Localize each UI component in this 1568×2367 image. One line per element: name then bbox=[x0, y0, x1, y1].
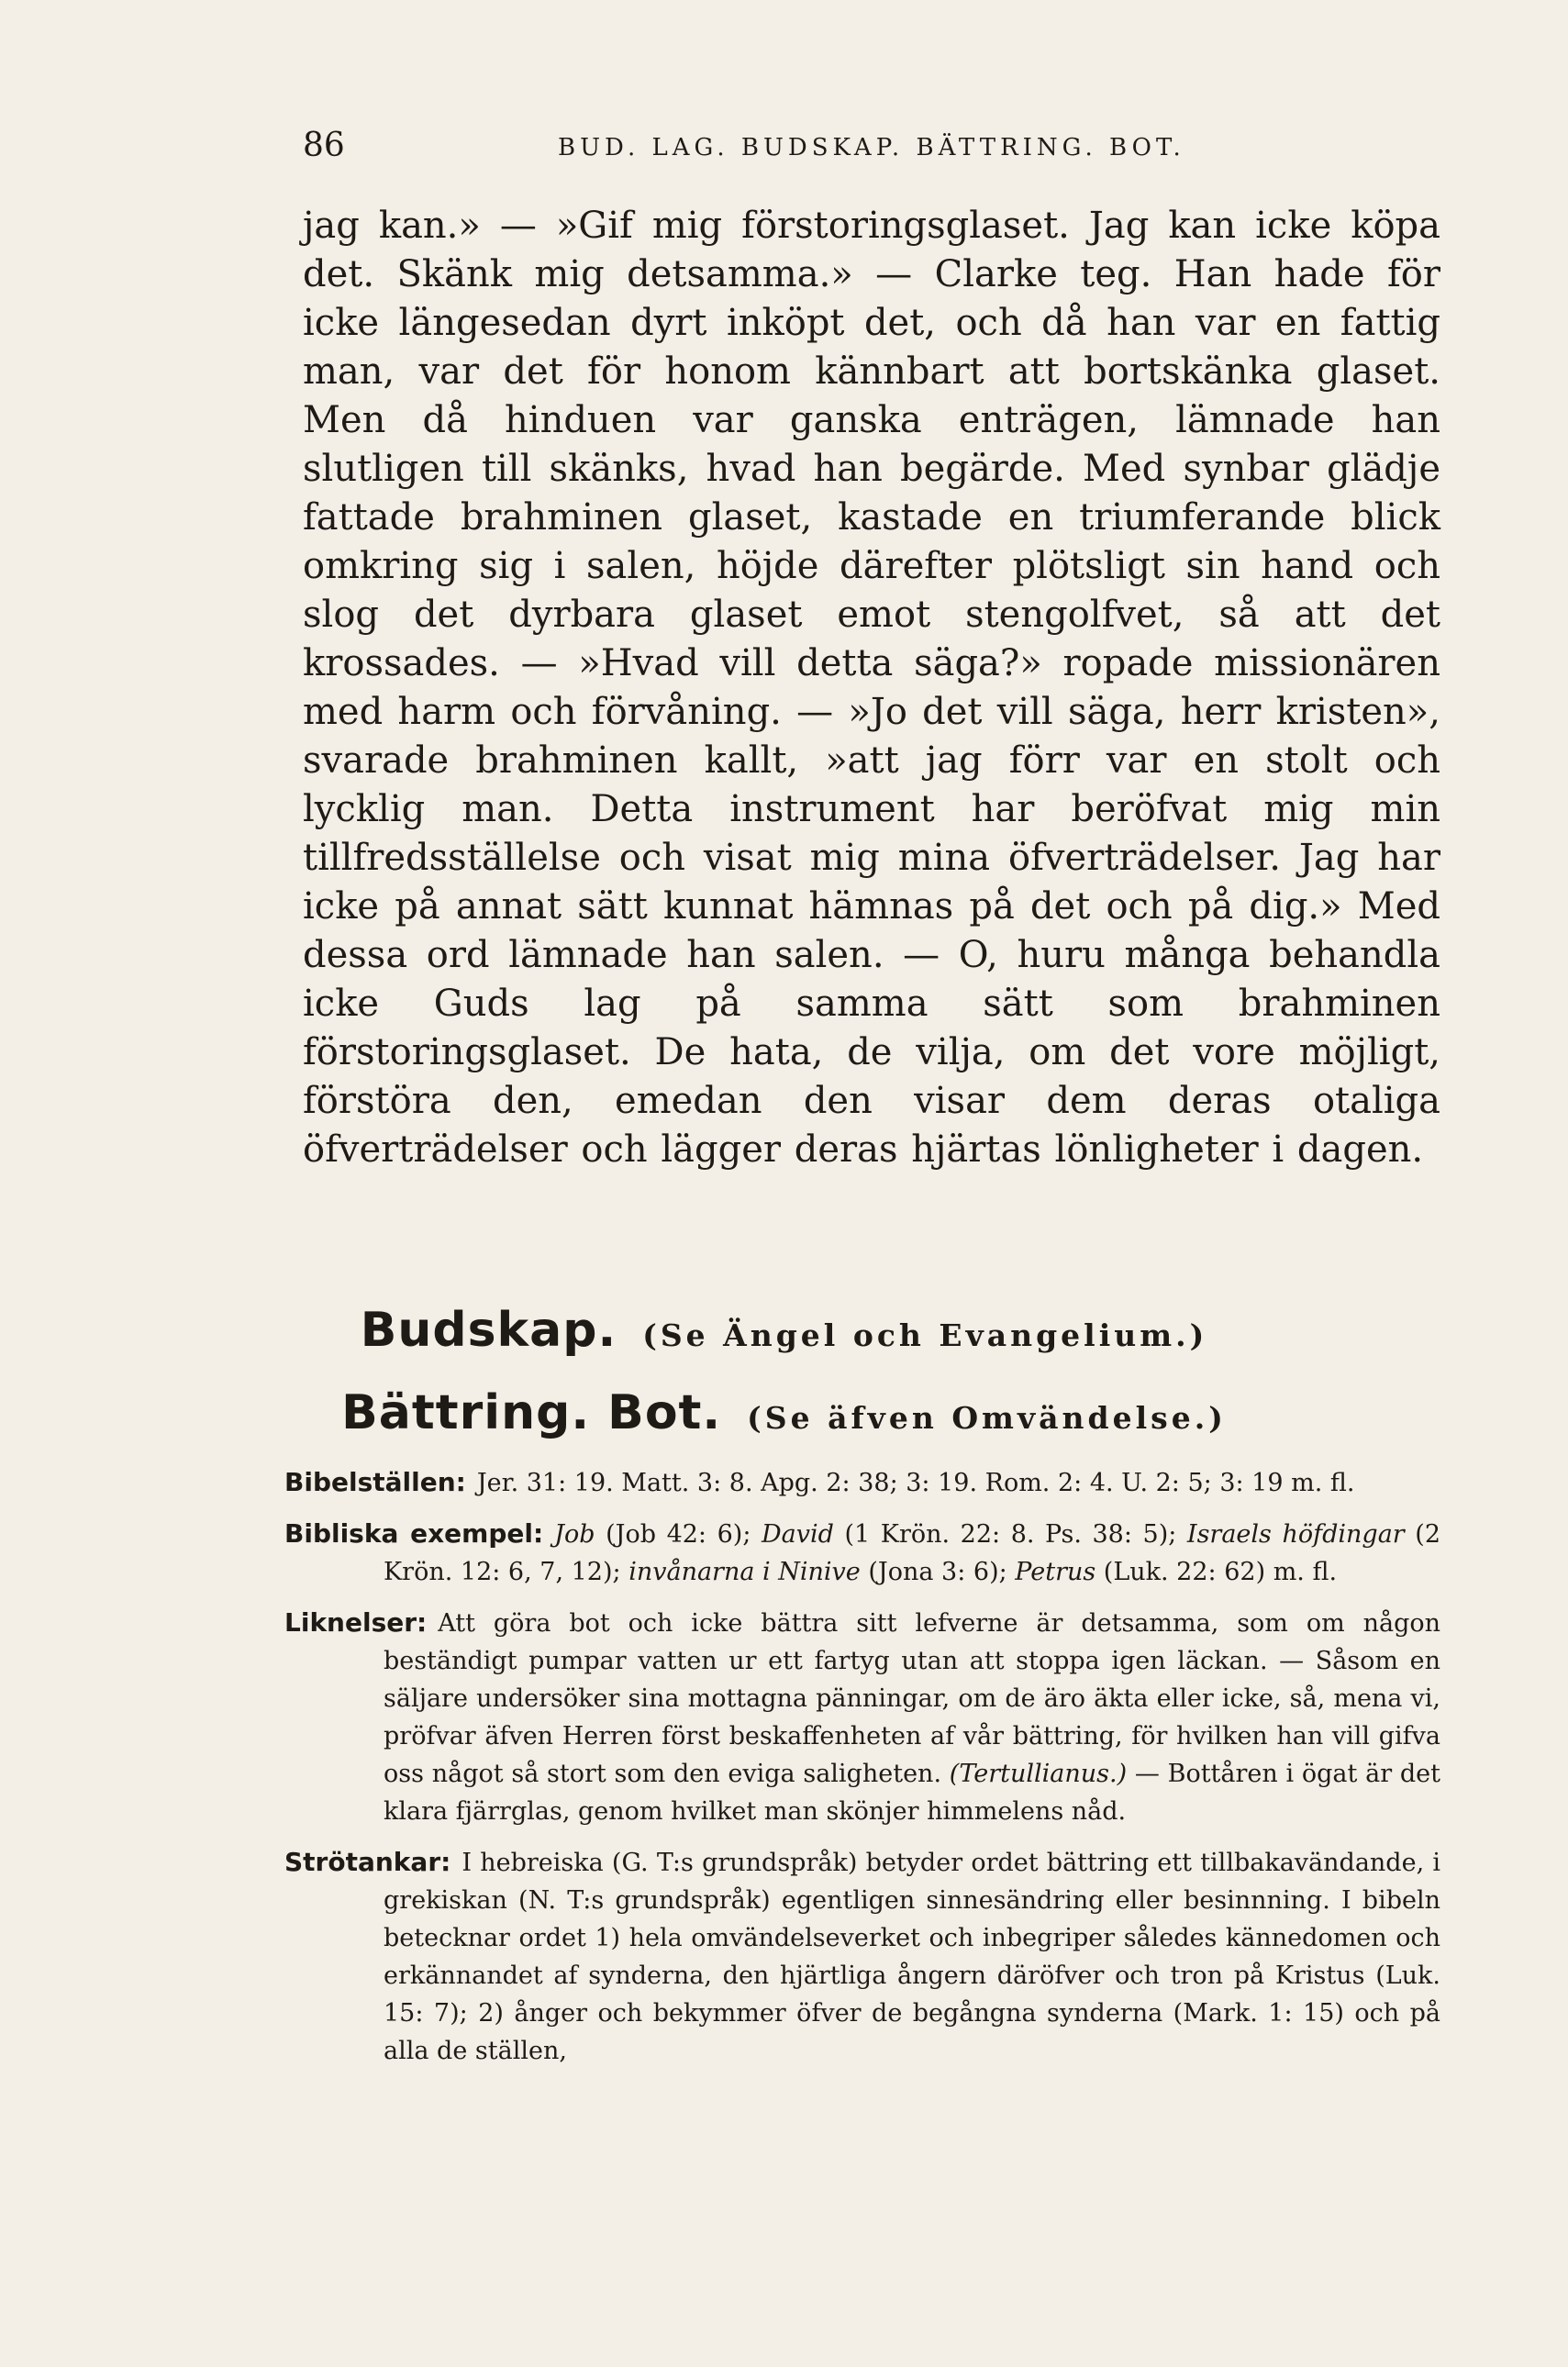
running-head: BUD. LAG. BUDSKAP. BÄTTRING. BOT. bbox=[558, 134, 1185, 161]
entry-label: Bibelställen: bbox=[284, 1467, 466, 1497]
section-cross-reference: (Se Ängel och Evangelium.) bbox=[642, 1317, 1208, 1353]
example-reference: (1 Krön. 22: 8. Ps. 38: 5); bbox=[833, 1520, 1187, 1549]
entry-liknelser bbox=[284, 1604, 1440, 1830]
example-reference: (2 Krön. 12: 6, 7, 12); bbox=[384, 1520, 1441, 1586]
section-cross-reference: (Se äfven Omvändelse.) bbox=[747, 1400, 1227, 1436]
section-heading-budskap bbox=[0, 1303, 1568, 1358]
example-name: Job bbox=[554, 1520, 595, 1549]
example-reference: (Jona 3: 6); bbox=[860, 1558, 1016, 1586]
page-header bbox=[303, 127, 1440, 172]
entry-text: I hebreiska (G. T:s grundspråk) betyder ordet bättring ett tillbakavändande, i grekiskan (N. T:s grundspråk) egentligen sinnesändring eller besinnning. I bibeln betecknar ordet 1) hela omvändelseverket och inbegriper således kännedomen och erkännandet af synderna, den hjärtliga ångern däröfver och tron på Kristus (Luk. 15: 7); 2) ånger och bekymmer öfver de begångna synderna (Mark. 1: 15) och på alla de ställen, bbox=[384, 1849, 1440, 2065]
entry-bibelstallen bbox=[284, 1463, 1440, 1502]
entries-list bbox=[284, 1463, 1440, 2083]
entry-label: Liknelser: bbox=[284, 1607, 428, 1638]
example-reference: (Luk. 22: 62) m. fl. bbox=[1095, 1558, 1338, 1586]
entry-text: Jer. 31: 19. Matt. 3: 8. Apg. 2: 38; 3: 19. Rom. 2: 4. U. 2: 5; 3: 19 m. fl. bbox=[476, 1469, 1355, 1497]
entry-label: Strötankar: bbox=[284, 1847, 451, 1877]
entry-bibliska-exempel bbox=[284, 1515, 1440, 1591]
example-name: Israels höfdingar bbox=[1186, 1520, 1405, 1549]
entry-label: Bibliska exempel: bbox=[284, 1518, 544, 1549]
page-number: 86 bbox=[303, 127, 345, 164]
section-title: Bättring. Bot. bbox=[341, 1385, 722, 1440]
section-heading-battring bbox=[0, 1385, 1568, 1440]
entry-strotankar bbox=[284, 1843, 1440, 2070]
example-reference: (Job 42: 6); bbox=[595, 1520, 762, 1549]
body-paragraph: jag kan.» — »Gif mig förstoringsglaset. Jag kan icke köpa det. Skänk mig detsamma.» — Clarke teg. Han hade för icke längesedan dyrt inköpt det, och då han var en fattig man, var det för honom kännbart att bortskänka glaset. Men då hinduen var ganska enträgen, lämnade han slutligen till skänks, hvad han begärde. Med synbar glädje fattade brahminen glaset, kastade en triumferande blick omkring sig i salen, höjde därefter plötsligt sin hand och slog det dyrbara glaset emot stengolfvet, så att det krossades. — »Hvad vill detta säga?» ropade missionären med harm och förvåning. — »Jo det vill säga, herr kristen», svarade brahminen kallt, »att jag förr var en stolt och lycklig man. Detta instrument har beröfvat mig min tillfredsställelse och visat mig mina öfverträdelser. Jag har icke på annat sätt kunnat hämnas på det och på dig.» Med dessa ord lämnade han salen. — O, huru många behandla icke Guds lag på samma sätt som brahminen förstoringsglaset. De hata, de vilja, om det vore möjligt, förstöra den, emedan den visar dem deras otaliga öfverträdelser och lägger deras hjärtas lönligheter i dagen. bbox=[303, 205, 1440, 1171]
entry-text: — Bottåren i ögat är det klara fjärrglas, genom hvilket man skönjer himmelens nåd. bbox=[384, 1760, 1440, 1826]
citation: (Tertullianus.) bbox=[949, 1760, 1128, 1788]
entry-text: Att göra bot och icke bättra sitt lefverne är detsamma, som om någon beständigt pumpar vatten ur ett fartyg utan att stoppa igen läckan. — Såsom en säljare undersöker sina mottagna pänningar, om de äro äkta eller icke, så, mena vi, pröfvar äfven Herren först beskaffenheten af vår bättring, för hvilken han vill gifva oss något så stort som den eviga saligheten. bbox=[384, 1609, 1440, 1788]
example-name: invånarna i Ninive bbox=[628, 1558, 861, 1586]
example-name: David bbox=[762, 1520, 834, 1549]
section-title: Budskap. bbox=[360, 1303, 617, 1358]
example-name: Petrus bbox=[1015, 1558, 1096, 1586]
